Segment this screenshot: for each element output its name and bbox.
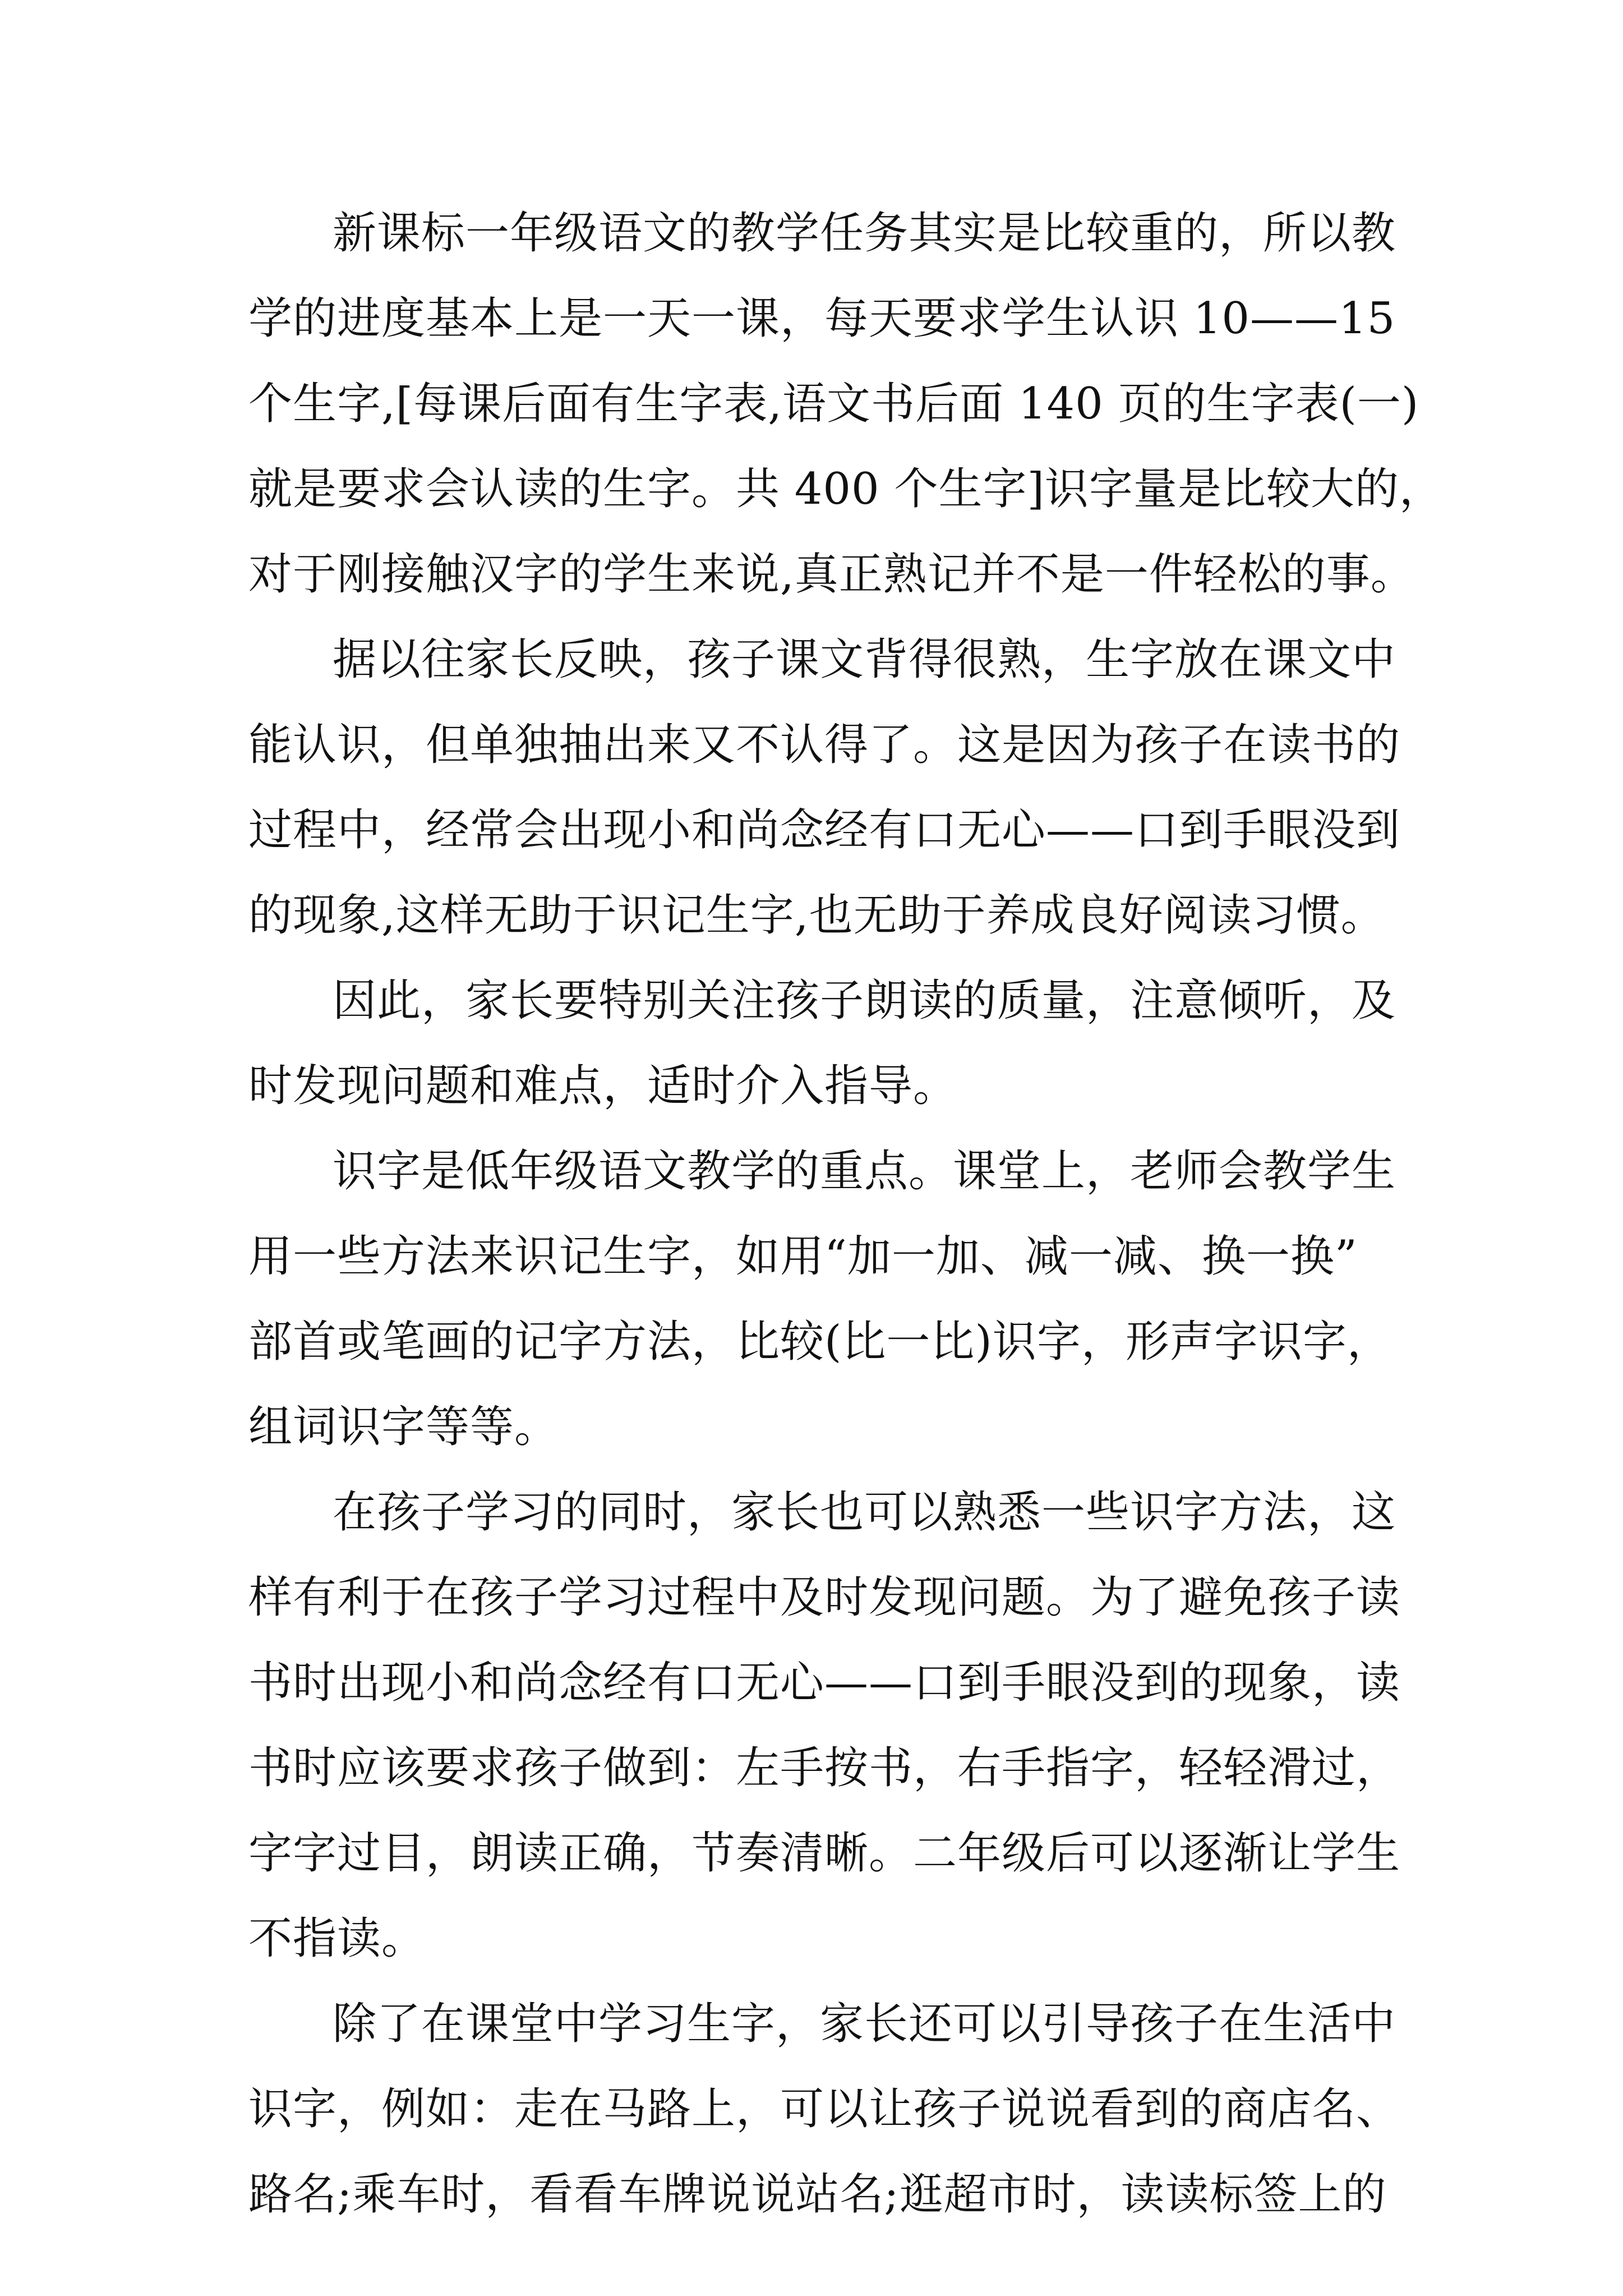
text-line: 对于刚接触汉字的学生来说,真正熟记并不是一件轻松的事。 bbox=[248, 549, 1415, 600]
text-line: 个生字,[每课后面有生字表,语文书后面 140 页的生字表(一) bbox=[248, 379, 1419, 429]
text-line: 样有利于在孩子学习过程中及时发现问题。为了避免孩子读 bbox=[248, 1572, 1401, 1623]
text-line: 过程中，经常会出现小和尚念经有口无心——口到手眼没到 bbox=[248, 805, 1401, 855]
text-line: 组词识字等等。 bbox=[248, 1402, 559, 1452]
text-line: 识字是低年级语文教学的重点。课堂上，老师会教学生 bbox=[333, 1146, 1396, 1197]
text-line: 部首或笔画的记字方法，比较(比一比)识字，形声字识字， bbox=[248, 1317, 1391, 1367]
text-line: 因此，家长要特别关注孩子朗读的质量，注意倾听，及 bbox=[333, 976, 1396, 1026]
text-line: 能认识，但单独抽出来又不认得了。这是因为孩子在读书的 bbox=[248, 720, 1401, 770]
text-line: 字字过目，朗读正确，节奏清晰。二年级后可以逐渐让学生 bbox=[248, 1828, 1401, 1879]
text-line: 据以往家长反映，孩子课文背得很熟，生字放在课文中 bbox=[333, 634, 1396, 685]
text-line: 时发现问题和难点，适时介入指导。 bbox=[248, 1061, 958, 1111]
text-line: 用一些方法来识记生字，如用“加一加、减一减、换一换” bbox=[248, 1231, 1358, 1282]
text-line: 就是要求会认读的生字。共 400 个生字]识字量是比较大的， bbox=[248, 464, 1444, 514]
text-line: 除了在课堂中学习生字，家长还可以引导孩子在生活中 bbox=[333, 1999, 1396, 2049]
text-line: 新课标一年级语文的教学任务其实是比较重的，所以教 bbox=[333, 208, 1396, 259]
text-line: 路名;乘车时，看看车牌说说站名;逛超市时，读读标签上的 bbox=[248, 2169, 1387, 2220]
text-line: 不指读。 bbox=[248, 1913, 426, 1964]
text-line: 书时出现小和尚念经有口无心——口到手眼没到的现象，读 bbox=[248, 1658, 1401, 1708]
document-body bbox=[248, 191, 1444, 2237]
text-line: 识字，例如：走在马路上，可以让孩子说说看到的商店名、 bbox=[248, 2084, 1401, 2134]
text-line: 在孩子学习的同时，家长也可以熟悉一些识字方法，这 bbox=[333, 1487, 1396, 1538]
text-line: 书时应该要求孩子做到：左手按书，右手指字，轻轻滑过， bbox=[248, 1743, 1401, 1793]
text-line: 的现象,这样无助于识记生字,也无助于养成良好阅读习惯。 bbox=[248, 890, 1385, 941]
text-line: 学的进度基本上是一天一课，每天要求学生认识 10——15 bbox=[248, 293, 1396, 344]
